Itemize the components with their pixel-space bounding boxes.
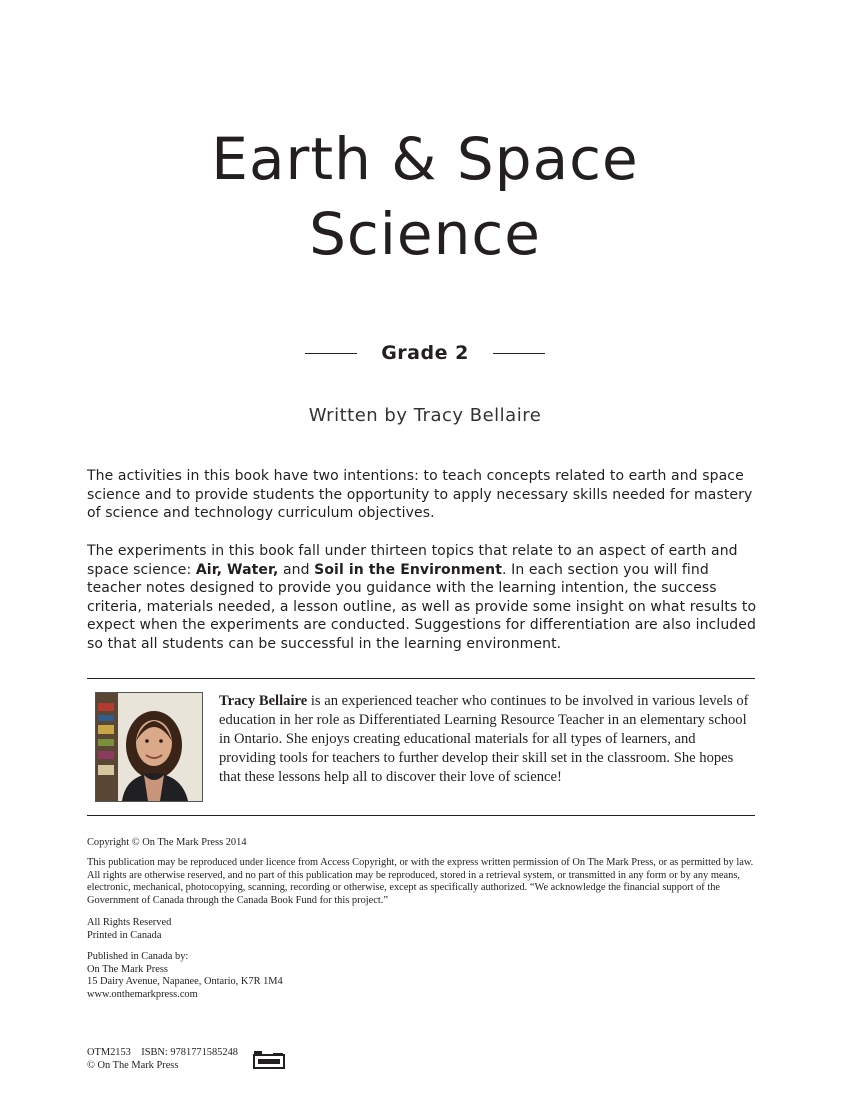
- book-title-line-2: Science: [309, 200, 541, 268]
- intro-paragraph-2: [87, 542, 767, 654]
- rights-block: [87, 917, 767, 942]
- publisher-logo-icon: [253, 1050, 287, 1070]
- grade-label: Grade 2: [381, 342, 469, 364]
- author-bio-name: Tracy Bellaire: [219, 693, 308, 709]
- publisher-website: www.onthemarkpress.com: [87, 988, 198, 1000]
- book-title: [0, 122, 850, 272]
- author-bio-text: [219, 692, 755, 787]
- isbn-copyright: © On The Mark Press: [87, 1059, 179, 1071]
- printed-in: Printed in Canada: [87, 929, 162, 941]
- intro-p2-end: . In each section you will find teacher notes designed to provide you guidance with the learning intention, the success criteria, materials needed, a lesson outline, as well as provide some insight on what results to expect when the experiments are conducted. Suggestions for differentiation are also included so that all students can be successful in the learning environment.: [87, 561, 757, 652]
- author-portrait-image: [96, 693, 202, 801]
- isbn-line: OTM2153 ISBN: 9781771585248: [87, 1047, 238, 1058]
- rights-reserved: All Rights Reserved: [87, 917, 172, 928]
- intro-paragraph-1: The activities in this book have two intentions: to teach concepts related to earth and space science and to provide students the opportunity to apply necessary skills needed for mastery of science and technology curriculum objectives.: [87, 468, 753, 522]
- license-text: This publication may be reproduced under licence from Access Copyright, or with the express written permission of On The Mark Press, or as permitted by law. All rights are otherwise reserved, and no part of this publication may be reproduced, stored in a retrieval system, or transmitted in any form or by any means, electronic, mechanical, photocopying, scanning, recording or otherwise, except as specifically authorized. “We acknowledge the financial support of the Government of Canada through the Canada Book Fund for this project.”: [87, 857, 754, 906]
- isbn-block: [87, 1047, 767, 1072]
- intro-p2-air-water: Air, Water,: [195, 561, 279, 578]
- author-bio-box: [87, 678, 755, 816]
- grade-right-rule: [493, 353, 545, 354]
- grade-left-rule: [305, 353, 357, 354]
- publisher-address: 15 Dairy Avenue, Napanee, Ontario, K7R 1M4: [87, 976, 283, 988]
- copyright-line: Copyright © On The Mark Press 2014: [87, 837, 247, 848]
- author-bio-body: is an experienced teacher who continues to be involved in various levels of education in her role as Differentiated Learning Resource Teacher in an elementary school in Ontario. She enjoys creating educational materials for all types of learners, and providing tools for teachers to further develop their skill set in the classroom. She hopes that these lessons help all to discover their love of science!: [219, 693, 749, 785]
- publisher-name: On The Mark Press: [87, 963, 168, 975]
- author-byline: Written by Tracy Bellaire: [308, 405, 542, 426]
- intro-p2-start: The experiments in this book fall under thirteen topics that relate to an aspect of earth and space science:: [87, 543, 738, 578]
- author-photo: [95, 692, 203, 802]
- intro-p2-and: and: [278, 561, 315, 578]
- publisher-block: [87, 951, 767, 1001]
- book-title-line-1: Earth & Space: [211, 125, 639, 193]
- grade-row: [0, 338, 850, 368]
- published-by: Published in Canada by:: [87, 951, 189, 962]
- intro-p2-soil: Soil in the Environment: [314, 561, 502, 578]
